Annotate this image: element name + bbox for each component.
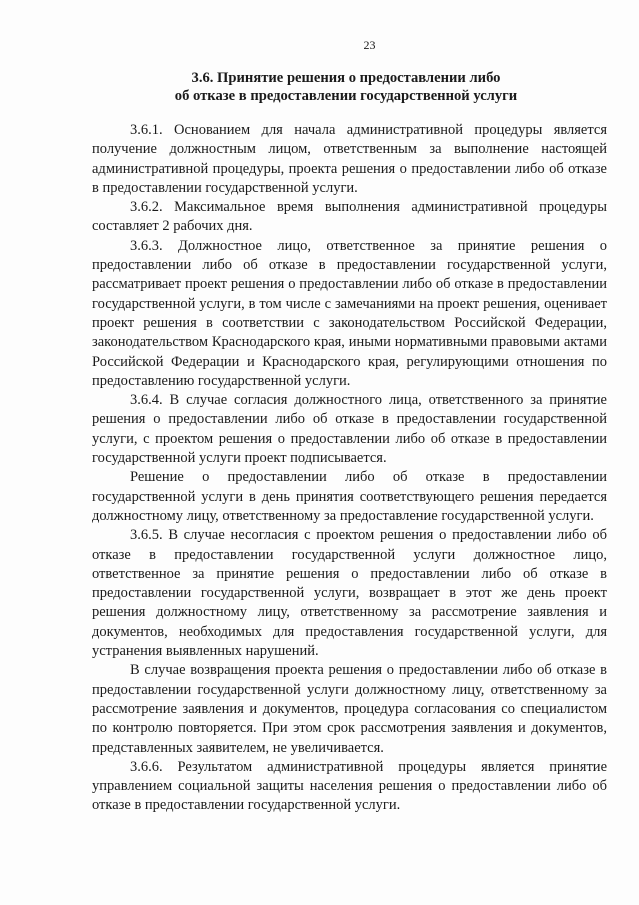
page-number: 23 (363, 38, 376, 52)
section-heading (90, 70, 602, 105)
paragraph-3-6-1: 3.6.1. Основанием для начала административной процедуры является получение должностным лицом, ответственным за выполнение настоящей административной процедуры, проекта решения о предоставлении либо об отказе в предоставлении государственной услуги. (92, 122, 607, 196)
section-heading-line-1: 3.6. Принятие решения о предоставлении либо (191, 70, 501, 86)
paragraph-decision-transfer: Решение о предоставлении либо об отказе в предоставлении государственной услуги в день принятия соответствующего решения передается должностному лицу, ответственному за предоставление государственной услуги. (92, 469, 607, 524)
paragraph-return-procedure: В случае возвращения проекта решения о предоставлении либо об отказе в предоставлении государственной услуги должностному лицу, ответственному за рассмотрение заявления и документов, процедура согласования со специалистом по контролю повторяется. При этом срок рассмотрения заявления и документов, представленных заявителем, не увеличивается. (92, 662, 607, 756)
document-body (92, 121, 607, 816)
section-heading-line-2: об отказе в предоставлении государственной услуги (174, 87, 518, 104)
paragraph-3-6-3: 3.6.3. Должностное лицо, ответственное за принятие решения о предоставлении либо об отказе в предоставлении государственной услуги, рассматривает проект решения о предоставлении либо об отказе в предоставлении государственной услуги, в том числе с замечаниями на проект решения, оценивает проект решения в соответствии с законодательством Российской Федерации, законодательством Краснодарского края, иными нормативными правовыми актами Российской Федерации и Краснодарского края, регулирующими отношения по предоставлению государственной услуги. (92, 237, 607, 389)
paragraph-3-6-2: 3.6.2. Максимальное время выполнения административной процедуры составляет 2 рабочих дня. (92, 199, 607, 235)
paragraph-3-6-5: 3.6.5. В случае несогласия с проектом решения о предоставлении либо об отказе в предоставлении государственной услуги должностное лицо, ответственное за принятие решения о предоставлении либо об отказе в предоставлении государственной услуги, возвращает в этот же день проект решения должностному лицу, ответственному за рассмотрение заявления и документов, необходимых для предоставления государственной услуги, для устранения выявленных нарушений. (92, 527, 607, 660)
paragraph-3-6-4: 3.6.4. В случае согласия должностного лица, ответственного за принятие решения о предоставлении либо об отказе в предоставлении государственной услуги, с проектом решения о предоставлении либо об отказе в предоставлении государственной услуги проект подписывается. (92, 392, 607, 467)
paragraph-3-6-6: 3.6.6. Результатом административной процедуры является принятие управлением социальной защиты населения решения о предоставлении либо об отказе в предоставлении государственной услуги. (92, 758, 607, 814)
